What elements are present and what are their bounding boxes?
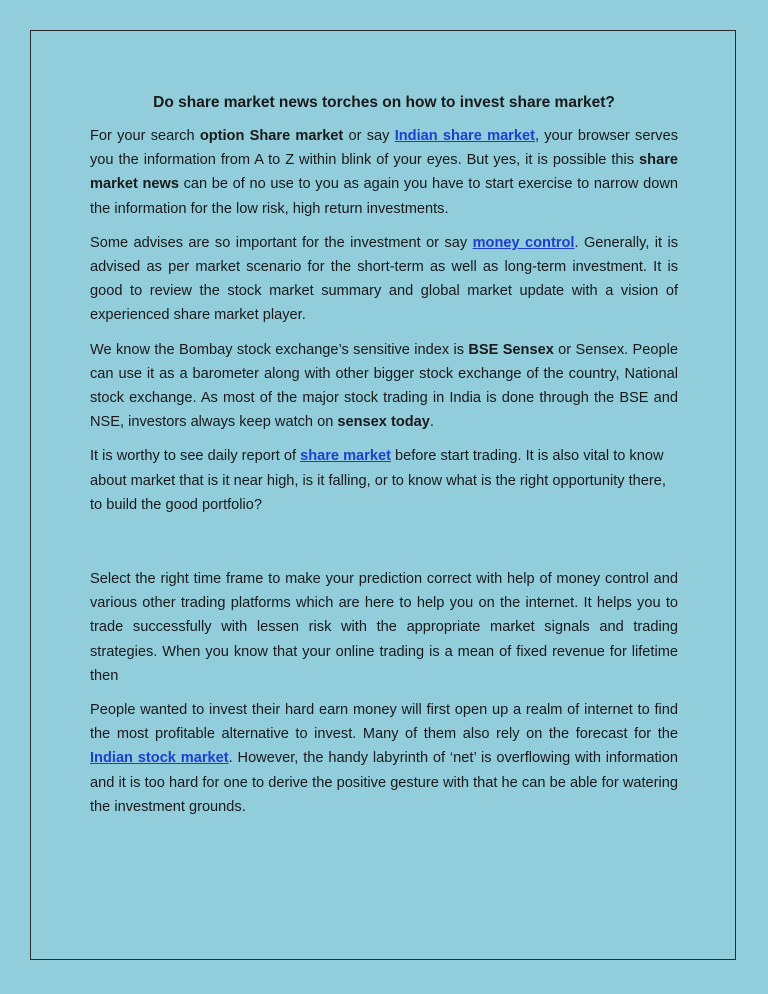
text: , your browser serves you the information from A to Z within blink of your eyes. But yes, it is possible this — [90, 128, 679, 169]
text: or Sensex. People can use it as a barometer along with other bigger stock exchange of the country, National stock exchange. As most of the major stock trading in India is done through the BSE and NSE, investors always keep watch on — [90, 341, 678, 431]
paragraph-5 — [90, 567, 678, 688]
link-indian-share-market[interactable]: Indian share market — [394, 128, 535, 144]
text: We know the Bombay stock exchange’s sensitive index is — [90, 341, 469, 358]
text: or say — [343, 128, 395, 144]
link-money-control[interactable]: money control — [472, 234, 575, 251]
blank-line — [90, 527, 678, 567]
text: before start trading. It is also vital to know about market that is it near high, is it falling, or to know what is the right opportunity there, to build the good portfolio? — [90, 448, 666, 513]
paragraph-3 — [90, 338, 678, 435]
link-indian-stock-market[interactable]: Indian stock market — [90, 750, 229, 767]
text: . Generally, it is advised as per market scenario for the short-term as well as long-term investment. It is good to review the stock market summary and global market update with a vision of experienced share market player. — [90, 234, 679, 324]
paragraph-4 — [90, 444, 678, 517]
bold-keyword-bse-sensex: BSE Sensex — [468, 341, 554, 358]
bold-keyword-option-share-market: option Share market — [199, 128, 344, 144]
paragraph-1 — [90, 124, 678, 221]
text: It is worthy to see daily report of — [90, 448, 301, 465]
document-title: Do share market news torches on how to invest share market? — [153, 94, 615, 111]
paragraph-2 — [90, 231, 678, 328]
text: Some advises are so important for the investment or say — [90, 234, 473, 251]
text: can be of no use to you as again you have to start exercise to narrow down the information for the low risk, high return investments. — [90, 176, 678, 217]
bold-keyword-sensex-today: sensex today — [337, 414, 430, 431]
bold-keyword-share-market-news: share market news — [90, 152, 678, 193]
paragraph-6 — [90, 698, 678, 819]
text: People wanted to invest their hard earn money will first open up a realm of internet to find the most profitable alternative to invest. Many of them also rely on the forecast for the — [90, 702, 678, 743]
link-share-market[interactable]: share market — [300, 448, 391, 465]
text: . — [429, 414, 434, 431]
text: . However, the handy labyrinth of ‘net’ is overflowing with information and it is too hard for one to derive the positive gesture with that he can be able for watering the investment grounds. — [90, 750, 678, 815]
text: For your search — [90, 128, 200, 144]
document-body — [90, 92, 678, 829]
text: Select the right time frame to make your prediction correct with help of money control and various other trading platforms which are here to help you on the internet. It helps you to trade successfully with lessen risk with the appropriate market signals and trading strategies. When you know that your online trading is a mean of fixed revenue for lifetime then — [90, 571, 678, 684]
